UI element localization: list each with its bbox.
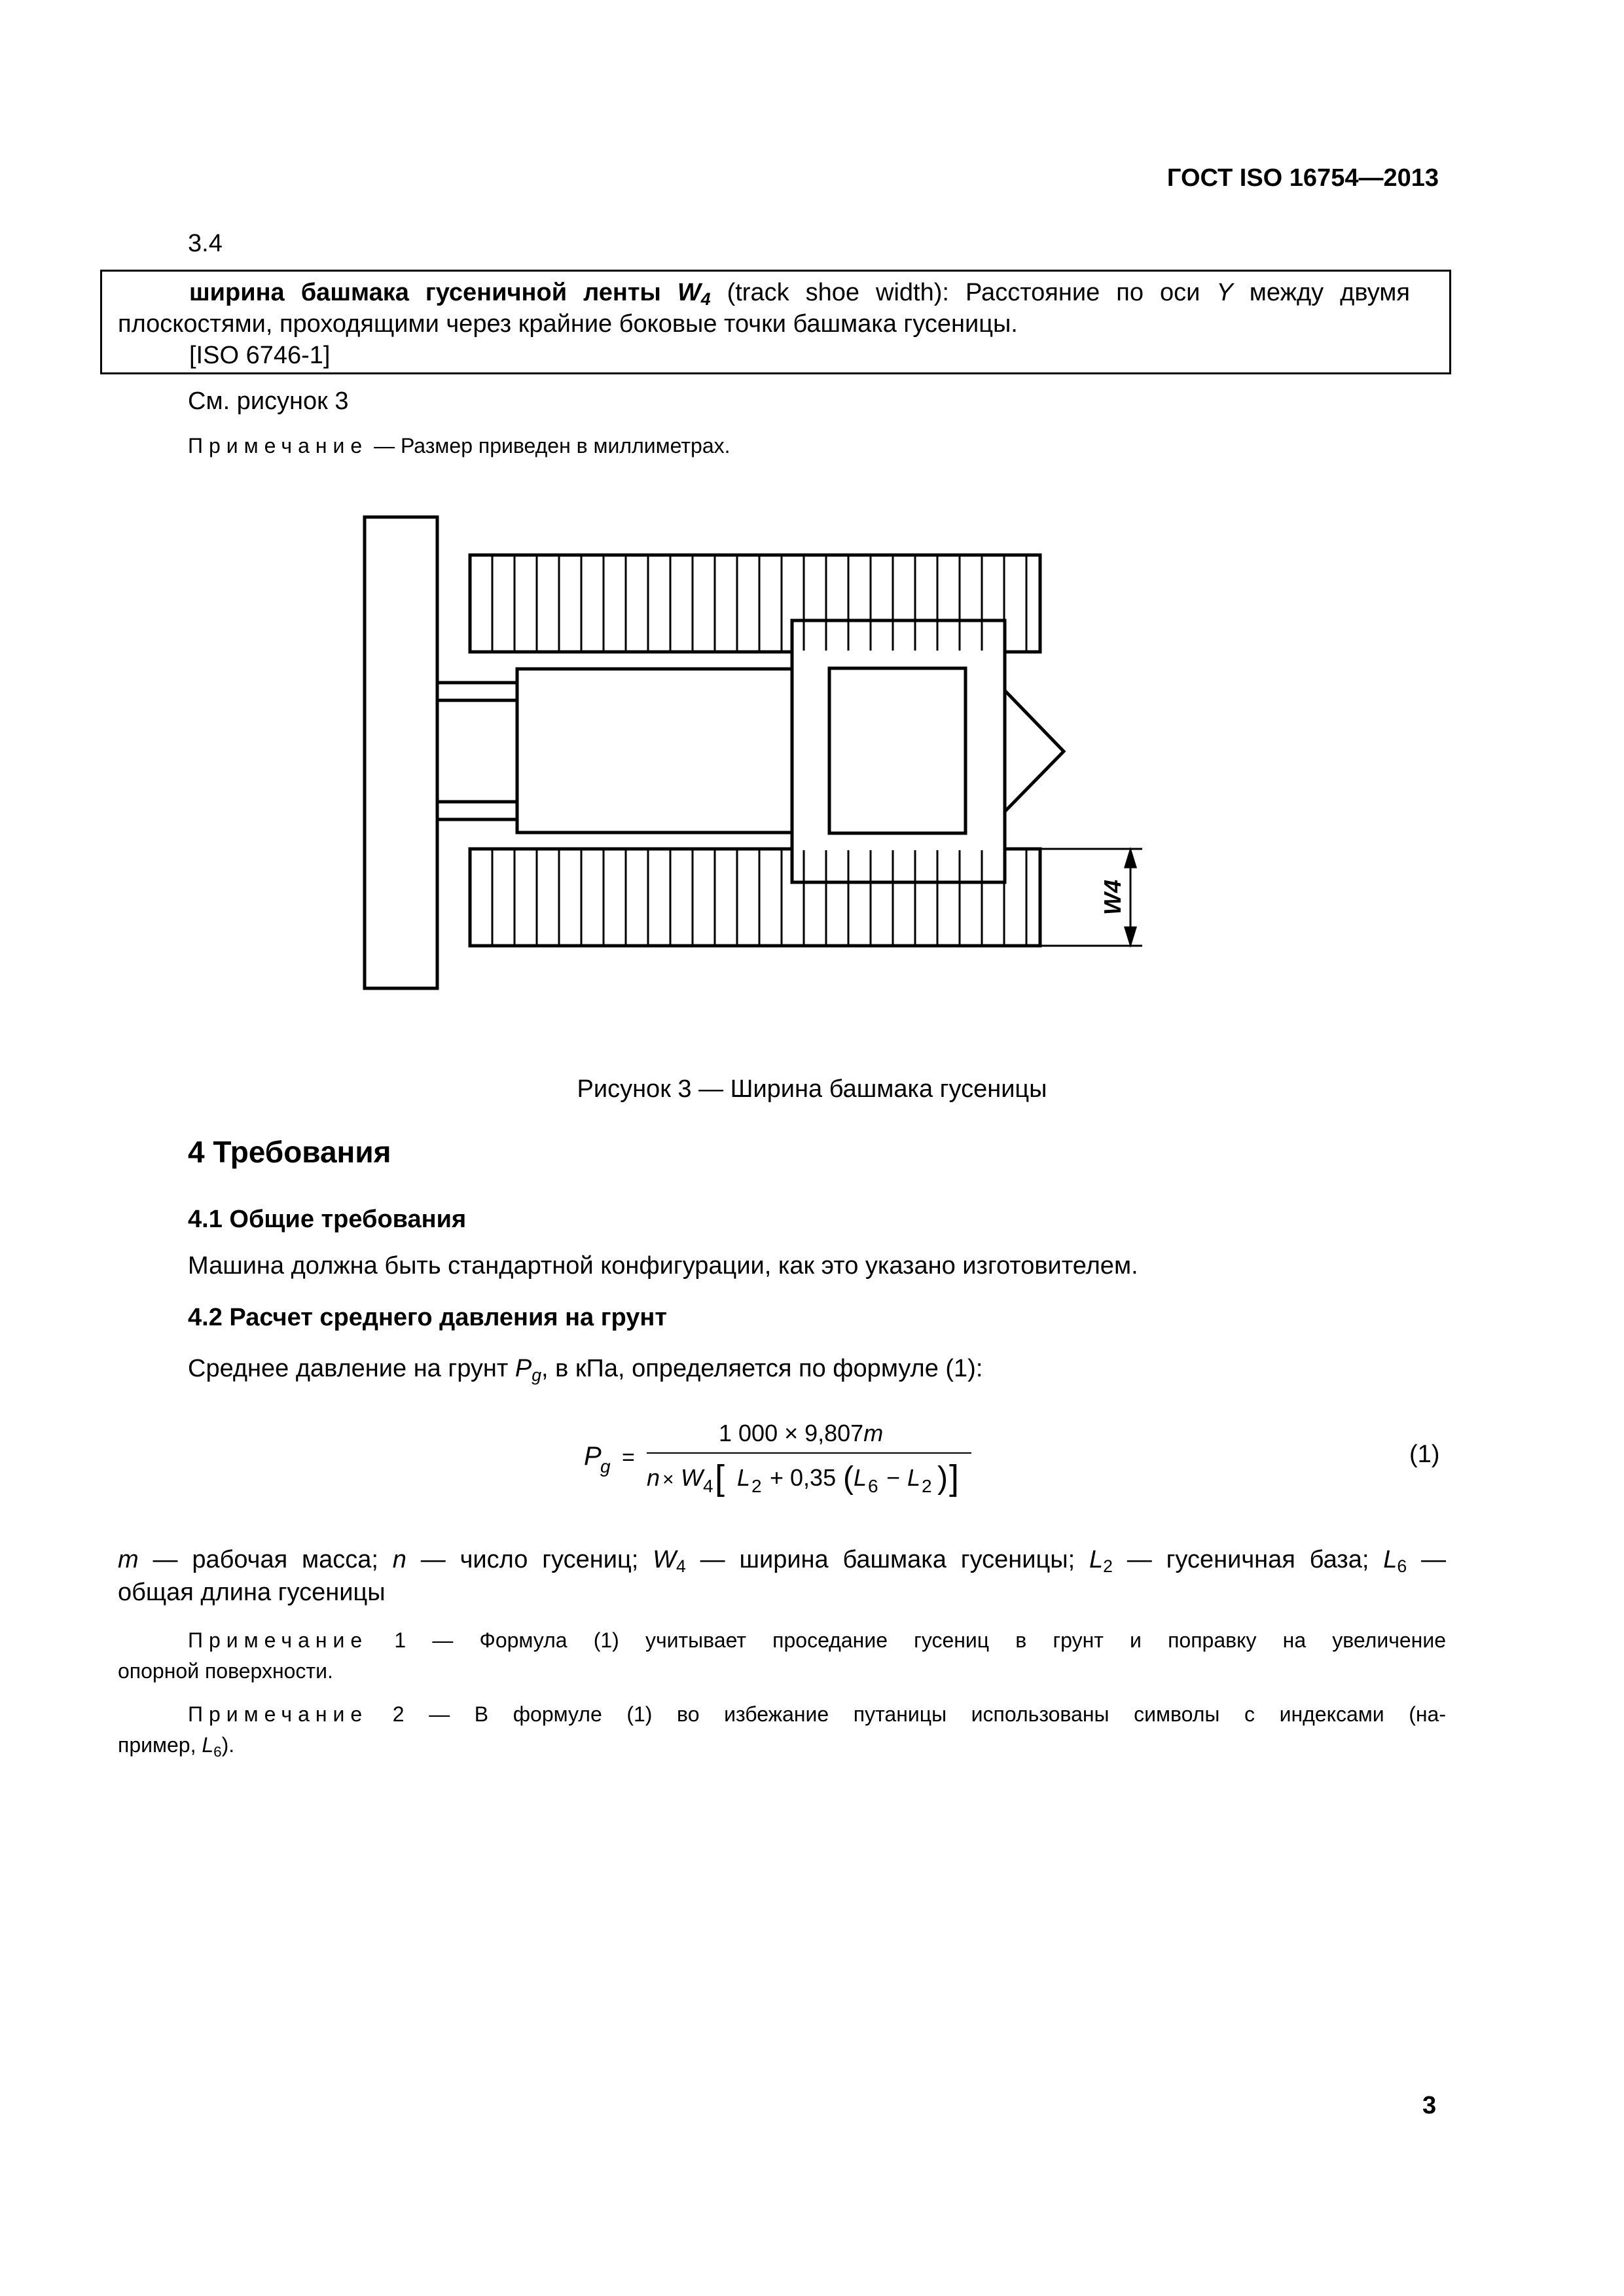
svg-text:n: n	[647, 1464, 660, 1491]
formula-legend-line-1: m — рабочая масса; n — число гусениц; $W_4$ — ширина башмака гусеницы; $L_2$ — гусеничная база; $L_6$ —	[118, 1546, 1447, 1576]
subsection-text-2: Среднее давление на грунт $P_g$, в кПа, определяется по формуле (1):	[188, 1355, 983, 1385]
svg-text:×: ×	[662, 1469, 674, 1490]
definition-line-2: плоскостями, проходящими через крайние боковые точки башмака гусеницы.	[118, 310, 1018, 338]
machine-body	[517, 669, 792, 833]
formula-numerator: 1 000 × 9,807m	[719, 1420, 884, 1446]
note-2-line-2: пример, $L_6$).	[118, 1733, 235, 1760]
svg-text:+ 0,35: + 0,35	[770, 1464, 837, 1491]
svg-text:−: −	[886, 1464, 901, 1491]
section-heading: 4 Требования	[188, 1135, 391, 1169]
note-text: — Размер приведен в миллиметрах.	[368, 434, 731, 457]
definition-rest: между двумя	[1233, 279, 1410, 306]
svg-text:L: L	[907, 1464, 921, 1491]
formula-legend-line-2: общая длина гусеницы	[118, 1579, 386, 1606]
arrow-bottom	[1125, 927, 1136, 944]
subsection-heading-1: 4.1 Общие требования	[188, 1206, 467, 1233]
definition-symbol: $W_4$	[677, 279, 711, 309]
dimension-label: W4	[1099, 880, 1126, 915]
note-label: Примечание	[188, 434, 369, 457]
formula-number: (1)	[1409, 1441, 1440, 1468]
track-shoe-figure	[0, 0, 1624, 1073]
page-number: 3	[1422, 2092, 1437, 2119]
arrow-top	[1125, 850, 1136, 867]
svg-text:2: 2	[751, 1476, 762, 1496]
see-figure-ref: См. рисунок 3	[188, 387, 349, 415]
svg-text:]: ]	[949, 1458, 960, 1498]
svg-text:(: (	[843, 1461, 854, 1496]
svg-text:L: L	[854, 1464, 867, 1491]
definition-axis: Y	[1216, 279, 1233, 306]
note-1-line-1: Примечание 1 — Формула (1) учитывает проседание гусениц в грунт и поправку на увеличение	[188, 1628, 1447, 1652]
definition-english: (track shoe width): Расстояние по оси	[710, 279, 1217, 306]
note-2-line-1: Примечание 2 — В формуле (1) во избежание путаницы использованы символы с индексами (на-	[188, 1702, 1447, 1726]
formula-1	[576, 1414, 982, 1505]
svg-text:W: W	[681, 1464, 703, 1491]
svg-text:4: 4	[703, 1476, 713, 1496]
subsection-text-1: Машина должна быть стандартной конфигурации, как это указано изготовителем.	[188, 1252, 1138, 1280]
clause-number: 3.4	[188, 230, 223, 257]
svg-text:[: [	[715, 1458, 725, 1498]
figure-caption: Рисунок 3 — Ширина башмака гусеницы	[577, 1075, 1047, 1103]
svg-text:L: L	[737, 1464, 751, 1491]
note-1-line-2: опорной поверхности.	[118, 1659, 333, 1683]
document-header: ГОСТ ISO 16754—2013	[1166, 164, 1439, 192]
svg-text:2: 2	[922, 1476, 932, 1496]
svg-text:g: g	[600, 1456, 611, 1477]
svg-text:=: =	[622, 1445, 635, 1470]
subsection-heading-2: 4.2 Расчет среднего давления на грунт	[188, 1304, 667, 1331]
definition-term: ширина башмака гусеничной ленты	[189, 279, 677, 306]
formula-lhs: P	[584, 1442, 602, 1471]
svg-text:6: 6	[868, 1476, 878, 1496]
formula-denominator	[647, 1458, 959, 1498]
rear-ripper	[1005, 691, 1064, 812]
cab-frame	[792, 620, 1005, 882]
svg-text:): )	[937, 1461, 948, 1496]
blade-plate	[365, 517, 437, 988]
definition-source: [ISO 6746-1]	[189, 342, 331, 369]
